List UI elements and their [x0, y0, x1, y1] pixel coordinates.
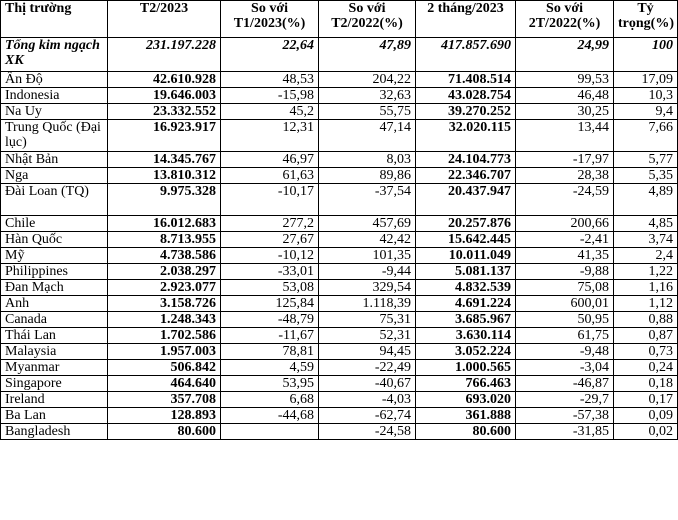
- two-months-cell: 693.020: [416, 392, 516, 408]
- vs-t1-cell: 48,53: [221, 72, 319, 88]
- vs-2t-2022-cell: -17,97: [516, 152, 614, 168]
- market-cell: Na Uy: [1, 104, 108, 120]
- share-cell: 0,18: [614, 376, 678, 392]
- market-cell: Đài Loan (TQ): [1, 184, 108, 216]
- t2-2023-cell: 23.332.552: [108, 104, 221, 120]
- two-months-cell: 24.104.773: [416, 152, 516, 168]
- vs-t1-cell: 53,95: [221, 376, 319, 392]
- two-months-cell: 10.011.049: [416, 248, 516, 264]
- two-months-cell: 3.630.114: [416, 328, 516, 344]
- table-row: [1, 168, 678, 184]
- t2-2023-cell: 14.345.767: [108, 152, 221, 168]
- vs-t2-2022-cell: -4,03: [319, 392, 416, 408]
- t2-2023-cell: 9.975.328: [108, 184, 221, 216]
- two-months-cell: 20.437.947: [416, 184, 516, 216]
- vs-t1-cell: 45,2: [221, 104, 319, 120]
- table-row: [1, 232, 678, 248]
- two-months-cell: 20.257.876: [416, 216, 516, 232]
- vs-t2-2022-cell: 8,03: [319, 152, 416, 168]
- market-cell: Anh: [1, 296, 108, 312]
- market-cell: Singapore: [1, 376, 108, 392]
- vs-2t-2022-cell: 50,95: [516, 312, 614, 328]
- vs-2t-2022-cell: 600,01: [516, 296, 614, 312]
- share-cell: 5,77: [614, 152, 678, 168]
- share-cell: 0,87: [614, 328, 678, 344]
- vs-t1-cell: 4,59: [221, 360, 319, 376]
- total-row: [1, 38, 678, 72]
- vs-t1-cell: 53,08: [221, 280, 319, 296]
- share-cell: 9,4: [614, 104, 678, 120]
- vs-t2-2022-cell: -62,74: [319, 408, 416, 424]
- vs-t1-cell: -48,79: [221, 312, 319, 328]
- market-cell: Nga: [1, 168, 108, 184]
- header-vs-2t-2022: So với 2T/2022(%): [516, 1, 614, 38]
- table-row: [1, 104, 678, 120]
- vs-2t-2022-cell: -9,48: [516, 344, 614, 360]
- vs-t2-2022-cell: -22,49: [319, 360, 416, 376]
- vs-t1-cell: -11,67: [221, 328, 319, 344]
- table-row: [1, 248, 678, 264]
- share-cell: 5,35: [614, 168, 678, 184]
- two-months-cell: 43.028.754: [416, 88, 516, 104]
- table-row: [1, 312, 678, 328]
- vs-t1-cell: 46,97: [221, 152, 319, 168]
- vs-2t-2022-cell: -2,41: [516, 232, 614, 248]
- table-row: [1, 120, 678, 152]
- market-cell: Canada: [1, 312, 108, 328]
- vs-t2-2022-cell: 52,31: [319, 328, 416, 344]
- vs-2t-2022-cell: -3,04: [516, 360, 614, 376]
- vs-2t-2022-cell: -29,7: [516, 392, 614, 408]
- vs-2t-2022-cell: 13,44: [516, 120, 614, 152]
- t2-2023-cell: 16.923.917: [108, 120, 221, 152]
- header-market: Thị trường: [1, 1, 108, 38]
- t2-2023-cell: 80.600: [108, 424, 221, 440]
- vs-2t-2022-cell: -31,85: [516, 424, 614, 440]
- t2-2023-cell: 1.248.343: [108, 312, 221, 328]
- vs-t1-cell: -44,68: [221, 408, 319, 424]
- t2-2023-cell: 464.640: [108, 376, 221, 392]
- vs-2t-2022-cell: 28,38: [516, 168, 614, 184]
- table-row: [1, 360, 678, 376]
- vs-t2-2022-cell: 89,86: [319, 168, 416, 184]
- share-cell: 1,22: [614, 264, 678, 280]
- market-cell: Thái Lan: [1, 328, 108, 344]
- header-t2-2023: T2/2023: [108, 1, 221, 38]
- vs-2t-2022-cell: 99,53: [516, 72, 614, 88]
- t2-2023-cell: 128.893: [108, 408, 221, 424]
- share-cell: 7,66: [614, 120, 678, 152]
- t2-2023-cell: 1.957.003: [108, 344, 221, 360]
- two-months-cell: 22.346.707: [416, 168, 516, 184]
- table-row: [1, 280, 678, 296]
- market-cell: Chile: [1, 216, 108, 232]
- vs-t2-2022-cell: 329,54: [319, 280, 416, 296]
- vs-t1-cell: 6,68: [221, 392, 319, 408]
- market-cell: Đan Mạch: [1, 280, 108, 296]
- vs-2t-2022-cell: -9,88: [516, 264, 614, 280]
- vs-2t-2022-cell: 30,25: [516, 104, 614, 120]
- vs-2t-2022-cell: -57,38: [516, 408, 614, 424]
- vs-t1-cell: 78,81: [221, 344, 319, 360]
- vs-t2-2022-cell: 32,63: [319, 88, 416, 104]
- table-row: [1, 328, 678, 344]
- vs-t1-cell: -33,01: [221, 264, 319, 280]
- share-cell: 1,12: [614, 296, 678, 312]
- total-vs-t1: 22,64: [221, 38, 319, 72]
- table-row: [1, 216, 678, 232]
- table-row: [1, 392, 678, 408]
- t2-2023-cell: 506.842: [108, 360, 221, 376]
- t2-2023-cell: 2.038.297: [108, 264, 221, 280]
- vs-t2-2022-cell: 42,42: [319, 232, 416, 248]
- market-cell: Ba Lan: [1, 408, 108, 424]
- share-cell: 0,09: [614, 408, 678, 424]
- market-cell: Hàn Quốc: [1, 232, 108, 248]
- two-months-cell: 4.691.224: [416, 296, 516, 312]
- two-months-cell: 766.463: [416, 376, 516, 392]
- vs-t2-2022-cell: 94,45: [319, 344, 416, 360]
- vs-t1-cell: -15,98: [221, 88, 319, 104]
- table-row: [1, 88, 678, 104]
- table-row: [1, 376, 678, 392]
- total-vs-t2-2022: 47,89: [319, 38, 416, 72]
- market-cell: Bangladesh: [1, 424, 108, 440]
- vs-t1-cell: -10,12: [221, 248, 319, 264]
- vs-t2-2022-cell: -9,44: [319, 264, 416, 280]
- vs-t1-cell: 125,84: [221, 296, 319, 312]
- header-two-months: 2 tháng/2023: [416, 1, 516, 38]
- table-row: [1, 344, 678, 360]
- t2-2023-cell: 13.810.312: [108, 168, 221, 184]
- vs-t1-cell: 27,67: [221, 232, 319, 248]
- share-cell: 3,74: [614, 232, 678, 248]
- two-months-cell: 5.081.137: [416, 264, 516, 280]
- two-months-cell: 3.685.967: [416, 312, 516, 328]
- share-cell: 0,17: [614, 392, 678, 408]
- table-row: [1, 72, 678, 88]
- share-cell: 10,3: [614, 88, 678, 104]
- vs-t1-cell: -10,17: [221, 184, 319, 216]
- two-months-cell: 1.000.565: [416, 360, 516, 376]
- header-share: Tỷ trọng(%): [614, 1, 678, 38]
- header-vs-t1: So với T1/2023(%): [221, 1, 319, 38]
- vs-t1-cell: [221, 424, 319, 440]
- vs-t1-cell: 12,31: [221, 120, 319, 152]
- vs-2t-2022-cell: -46,87: [516, 376, 614, 392]
- market-cell: Ấn Độ: [1, 72, 108, 88]
- share-cell: 17,09: [614, 72, 678, 88]
- share-cell: 0,88: [614, 312, 678, 328]
- market-cell: Malaysia: [1, 344, 108, 360]
- two-months-cell: 361.888: [416, 408, 516, 424]
- vs-t2-2022-cell: 55,75: [319, 104, 416, 120]
- t2-2023-cell: 3.158.726: [108, 296, 221, 312]
- t2-2023-cell: 8.713.955: [108, 232, 221, 248]
- total-vs-2t-2022: 24,99: [516, 38, 614, 72]
- t2-2023-cell: 42.610.928: [108, 72, 221, 88]
- t2-2023-cell: 1.702.586: [108, 328, 221, 344]
- two-months-cell: 80.600: [416, 424, 516, 440]
- header-vs-t2-2022: So với T2/2022(%): [319, 1, 416, 38]
- share-cell: 2,4: [614, 248, 678, 264]
- vs-t2-2022-cell: 204,22: [319, 72, 416, 88]
- vs-t1-cell: 61,63: [221, 168, 319, 184]
- vs-2t-2022-cell: 46,48: [516, 88, 614, 104]
- vs-t2-2022-cell: 75,31: [319, 312, 416, 328]
- two-months-cell: 15.642.445: [416, 232, 516, 248]
- vs-t2-2022-cell: 101,35: [319, 248, 416, 264]
- total-t2-2023: 231.197.228: [108, 38, 221, 72]
- t2-2023-cell: 357.708: [108, 392, 221, 408]
- two-months-cell: 4.832.539: [416, 280, 516, 296]
- share-cell: 0,73: [614, 344, 678, 360]
- share-cell: 1,16: [614, 280, 678, 296]
- market-cell: Mỹ: [1, 248, 108, 264]
- table-row: [1, 184, 678, 216]
- vs-2t-2022-cell: 75,08: [516, 280, 614, 296]
- market-cell: Myanmar: [1, 360, 108, 376]
- table-row: [1, 424, 678, 440]
- vs-2t-2022-cell: 200,66: [516, 216, 614, 232]
- t2-2023-cell: 19.646.003: [108, 88, 221, 104]
- vs-t2-2022-cell: -40,67: [319, 376, 416, 392]
- vs-t2-2022-cell: 457,69: [319, 216, 416, 232]
- total-market: Tổng kim ngạch XK: [1, 38, 108, 72]
- share-cell: 4,85: [614, 216, 678, 232]
- vs-t2-2022-cell: -37,54: [319, 184, 416, 216]
- two-months-cell: 32.020.115: [416, 120, 516, 152]
- vs-t2-2022-cell: 1.118,39: [319, 296, 416, 312]
- share-cell: 0,24: [614, 360, 678, 376]
- vs-2t-2022-cell: -24,59: [516, 184, 614, 216]
- total-two-months: 417.857.690: [416, 38, 516, 72]
- header-row: [1, 1, 678, 38]
- market-cell: Ireland: [1, 392, 108, 408]
- two-months-cell: 39.270.252: [416, 104, 516, 120]
- market-cell: Trung Quốc (Đại lục): [1, 120, 108, 152]
- table-row: [1, 296, 678, 312]
- t2-2023-cell: 16.012.683: [108, 216, 221, 232]
- share-cell: 4,89: [614, 184, 678, 216]
- market-cell: Nhật Bản: [1, 152, 108, 168]
- vs-t2-2022-cell: 47,14: [319, 120, 416, 152]
- total-share: 100: [614, 38, 678, 72]
- table-row: [1, 264, 678, 280]
- vs-t2-2022-cell: -24,58: [319, 424, 416, 440]
- table-row: [1, 408, 678, 424]
- vs-2t-2022-cell: 61,75: [516, 328, 614, 344]
- two-months-cell: 71.408.514: [416, 72, 516, 88]
- market-cell: Philippines: [1, 264, 108, 280]
- t2-2023-cell: 4.738.586: [108, 248, 221, 264]
- t2-2023-cell: 2.923.077: [108, 280, 221, 296]
- two-months-cell: 3.052.224: [416, 344, 516, 360]
- share-cell: 0,02: [614, 424, 678, 440]
- vs-2t-2022-cell: 41,35: [516, 248, 614, 264]
- vs-t1-cell: 277,2: [221, 216, 319, 232]
- market-cell: Indonesia: [1, 88, 108, 104]
- table-row: [1, 152, 678, 168]
